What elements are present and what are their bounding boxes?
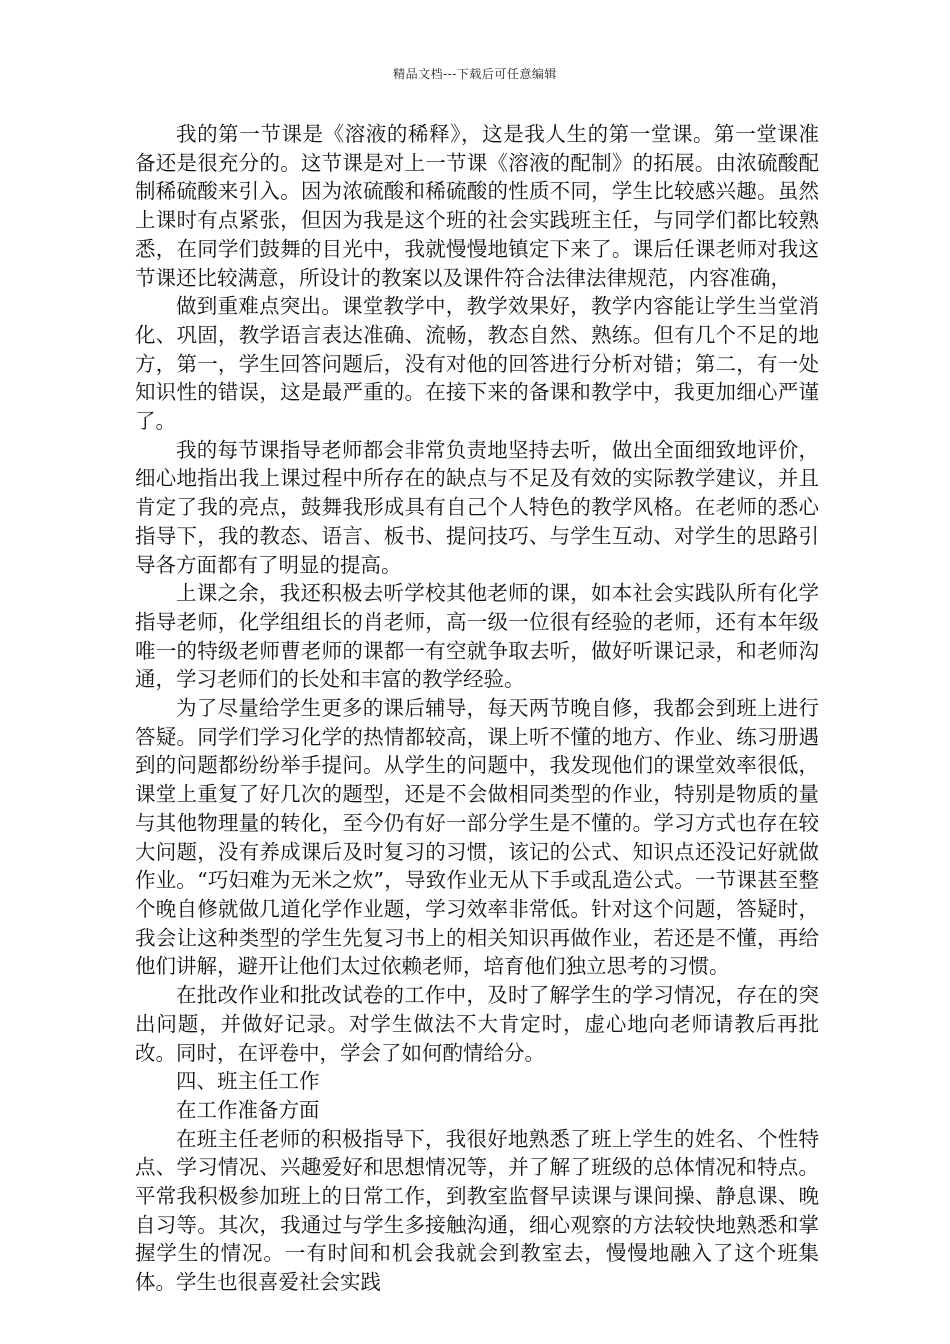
paragraph-class-teacher-work: 在班主任老师的积极指导下，我很好地熟悉了班上学生的姓名、个性特点、学习情况、兴趣爱好和思想情况等，并了解了班级的总体情况和特点。平常我积极参加班上的日常工作，到教室监督早读课与课间操、静息课、晚自习等。其次，我通过与学生多接触沟通，细心观察的方法较快地熟悉和掌握学生的情况。一有时间和机会我就会到教室去，慢慢地融入了这个班集体。学生也很喜爱社会实践 xyxy=(135,1126,819,1295)
paragraph-lesson-feedback: 做到重难点突出。课堂教学中，教学效果好，教学内容能让学生当堂消化、巩固，教学语言表达准确、流畅，教态自然、熟练。但有几个不足的地方，第一，学生回答问题后，没有对他的回答进行分析对错；第二，有一处知识性的错误，这是最严重的。在接下来的备课和教学中，我更加细心严谨了。 xyxy=(135,294,819,434)
paragraph-first-lesson: 我的第一节课是《溶液的稀释》，这是我人生的第一堂课。第一堂课准备还是很充分的。这节课是对上一节课《溶液的配制》的拓展。由浓硫酸配制稀硫酸来引入。因为浓硫酸和稀硫酸的性质不同，学生比较感兴趣。虽然上课时有点紧张，但因为我是这个班的社会实践班主任，与同学们都比较熟悉，在同学们鼓舞的目光中，我就慢慢地镇定下来了。课后任课老师对我这节课还比较满意，所设计的教案以及课件符合法律法律规范，内容准确， xyxy=(135,122,819,290)
paragraph-mentor-guidance: 我的每节课指导老师都会非常负责地坚持去听，做出全面细致地评价，细心地指出我上课过程中所存在的缺点与不足及有效的实际教学建议，并且肯定了我的亮点，鼓舞我形成具有自己个人特色的教学风格。在老师的悉心指导下，我的教态、语言、板书、提问技巧、与学生互动、对学生的思路引导各方面都有了明显的提高。 xyxy=(135,437,819,577)
paragraph-observing-classes: 上课之余，我还积极去听学校其他老师的课，如本社会实践队所有化学指导老师，化学组组长的肖老师，高一级一位很有经验的老师，还有本年级唯一的特级老师曹老师的课都一有空就争取去听，做好听课记录，和老师沟通，学习老师们的长处和丰富的教学经验。 xyxy=(135,581,819,692)
subsection-heading-preparation: 在工作准备方面 xyxy=(176,1097,320,1122)
paragraph-grading-work: 在批改作业和批改试卷的工作中，及时了解学生的学习情况，存在的突出问题，并做好记录。对学生做法不大肯定时，虚心地向老师请教后再批改。同时，在评卷中，学会了如何酌情给分。 xyxy=(135,983,819,1065)
document-body xyxy=(135,120,819,1297)
page-header: 精品文档---下载后可任意编辑 xyxy=(393,67,557,81)
section-heading-class-teacher: 四、班主任工作 xyxy=(176,1069,320,1094)
paragraph-evening-tutoring: 为了尽量给学生更多的课后辅导，每天两节晚自修，我都会到班上进行答疑。同学们学习化学的热情都较高，课上听不懂的地方、作业、练习册遇到的问题都纷纷举手提问。从学生的问题中，我发现他们的课堂效率很低，课堂上重复了好几次的题型，还是不会做相同类型的作业，特别是物质的量与其他物理量的转化，至今仍有好一部分学生是不懂的。学习方式也存在较大问题，没有养成课后及时复习的习惯，该记的公式、知识点还没记好就做作业。“巧妇难为无米之炊”，导致作业无从下手或乱造公式。一节课甚至整个晚自修就做几道化学作业题，学习效率非常低。针对这个问题，答疑时，我会让这种类型的学生先复习书上的相关知识再做作业，若还是不懂，再给他们讲解，避开让他们太过依赖老师，培育他们独立思考的习惯。 xyxy=(135,696,819,979)
